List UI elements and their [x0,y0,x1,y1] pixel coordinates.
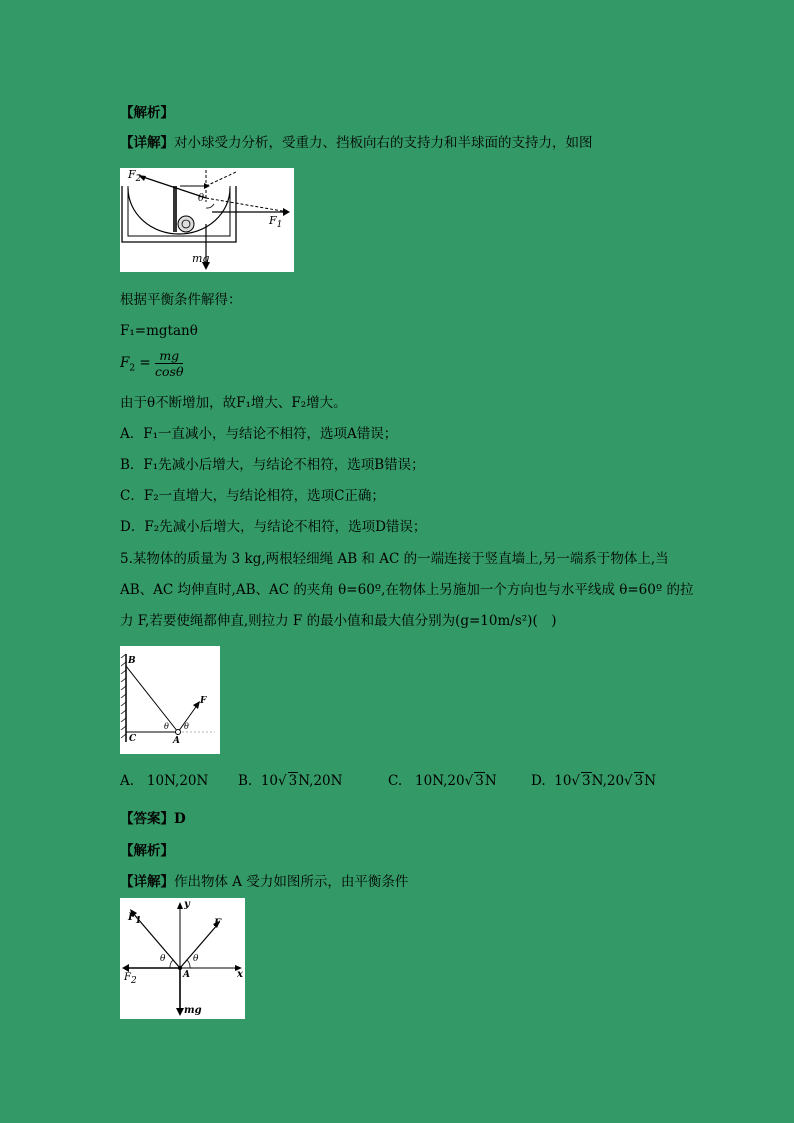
option-a-analysis: A．F₁一直减小，与结论不相符，选项A错误； [120,426,398,442]
choice-d[interactable]: D. 10√ 3N,20√ 3N [531,773,657,789]
q5-line-1: 5.某物体的质量为 3 kg,两根轻细绳 AB 和 AC 的一端连接于竖直墙上,另一端系于物体上,当 [120,551,669,567]
label-a: A [173,736,180,746]
detail-tag: 【详解】 [120,135,174,151]
option-d-analysis: D．F₂先减小后增大，与结论不相符，选项D错误； [120,519,427,535]
detail-text-2: 作出物体 A 受力如图所示，由平衡条件 [174,874,409,890]
label-f: F [214,918,222,929]
label-theta-left: θ [164,722,169,731]
choice-c[interactable]: C. 10N,20√ 3N [388,773,497,789]
detail-paragraph-2 [120,873,408,891]
label-theta-right: θ [184,722,189,731]
label-f2: $F_2$ [128,168,142,185]
q5-line-2: AB、AC 均伸直时,AB、AC 的夹角 θ=60º,在物体上另施加一个方向也与水平线成 θ=60º 的拉 [120,582,694,598]
analysis-heading: 【解析】 [120,105,174,121]
label-f1: $F_1$ [128,912,142,926]
detail-paragraph [120,134,593,152]
conclusion-line: 由于θ不断增加，故F₁增大、F₂增大。 [120,395,347,411]
detail-tag-2: 【详解】 [120,874,174,890]
label-theta-2: θ [193,954,199,964]
label-c: C [129,734,137,744]
label-f1: $F_1$ [269,214,283,231]
equation-2: $F_2$ = $\frac{mg}{\cos\theta}$ [120,348,184,379]
balance-line: 根据平衡条件解得： [120,292,242,308]
figure-rope-wall [120,646,220,754]
label-theta: θ [198,193,205,204]
analysis-heading-2: 【解析】 [120,843,174,859]
label-y: y [184,899,190,910]
option-b-analysis: B．F₁先减小后增大，与结论不相符，选项B错误； [120,457,425,473]
label-x: x [237,969,243,980]
label-a: A [183,970,190,980]
label-mg: mg [184,1005,202,1016]
q5-line-3: 力 F,若要使绳都伸直,则拉力 F 的最小值和最大值分别为(g=10m/s²)( ) [120,613,557,629]
answer-line: 【答案】D [120,811,186,827]
figure-force-diagram [120,898,245,1019]
detail-text: 对小球受力分析，受重力、挡板向右的支持力和半球面的支持力，如图 [174,135,593,151]
label-theta-1: θ [160,954,166,964]
eq2-denominator: cosθ [155,364,184,379]
label-b: B [128,656,136,666]
label-mg: mg [192,252,210,265]
choice-b[interactable]: B. 10√ 3N,20N [238,773,343,789]
label-f2: $F_2$ [124,972,137,986]
figure-ball-hemisphere [120,168,294,272]
equation-1: F₁=mgtanθ [120,323,198,339]
choice-a[interactable]: A. 10N,20N [120,773,209,789]
label-f: F [200,696,207,706]
eq2-numerator: mg [155,348,183,364]
option-c-analysis: C．F₂一直增大，与结论相符，选项C正确； [120,488,385,504]
